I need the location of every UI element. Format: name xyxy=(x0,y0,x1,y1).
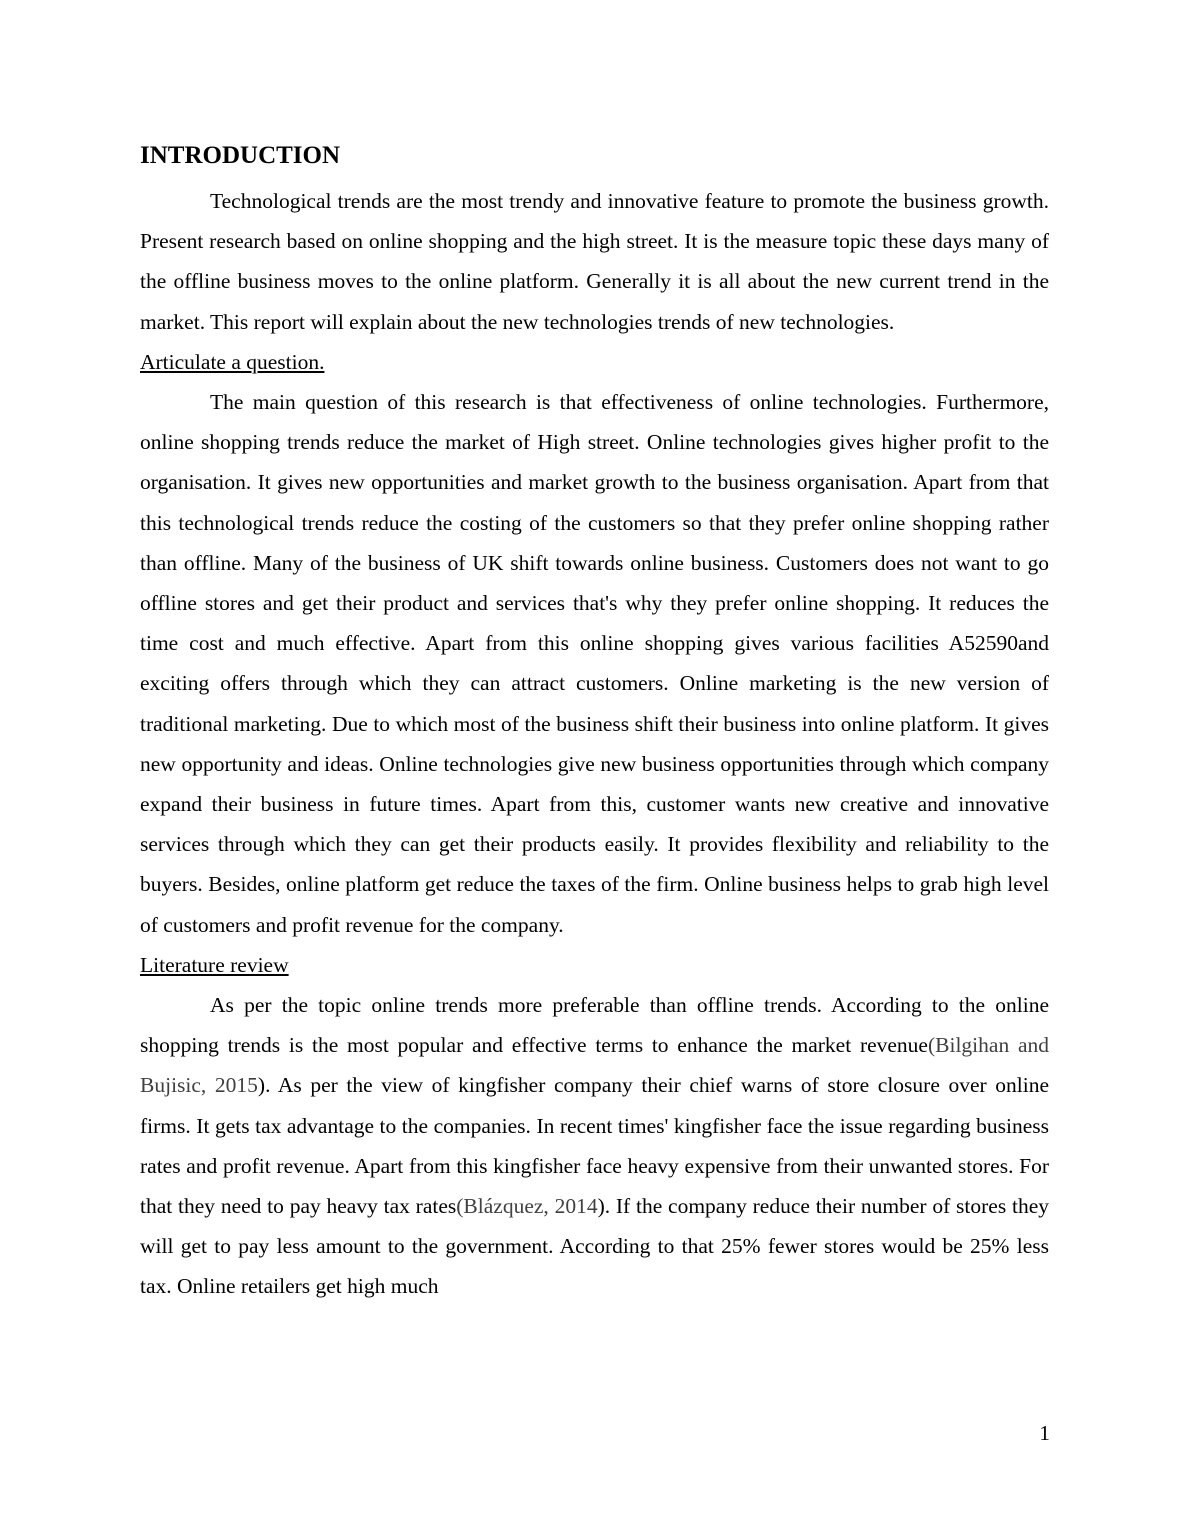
research-question-paragraph: The main question of this research is that effectiveness of online technologies. Furthermore, online shopping trends reduce the market of High street. Online technologies gives higher profit to the organisation. It gives new opportunities and market growth to the business organisation. Apart from that this technological trends reduce the costing of the customers so that they prefer online shopping rather than offline. Many of the business of UK shift towards online business. Customers does not want to go offline stores and get their product and services that's why they prefer online shopping. It reduces the time cost and much effective. Apart from this online shopping gives various facilities A52590and exciting offers through which they can attract customers. Online marketing is the new version of traditional marketing. Due to which most of the business shift their business into online platform. It gives new opportunity and ideas. Online technologies give new business opportunities through which company expand their business in future times. Apart from this, customer wants new creative and innovative services through which they can get their products easily. It provides flexibility and reliability to the buyers. Besides, online platform get reduce the taxes of the firm. Online business helps to grab high level of customers and profit revenue for the company. xyxy=(140,390,1049,937)
lit-text-3: ). If the company reduce their number of stores they will get to pay less amount to the government. According to that 25% fewer stores would be 25% less tax. Online retailers get high much xyxy=(140,1194,1049,1299)
intro-paragraph: Technological trends are the most trendy and innovative feature to promote the business growth. Present research based on online shopping and the high street. It is the measure topic these days many of the offline business moves to the online platform. Generally it is all about the new current trend in the market. This report will explain about the new technologies trends of new technologies. xyxy=(140,189,1049,334)
page-body xyxy=(140,137,1049,1307)
literature-review-paragraph xyxy=(140,985,1049,1307)
articulate-question-heading-text: Articulate a question. xyxy=(140,349,325,374)
lit-text-2: ). As per the view of kingfisher company their chief warns of store closure over online firms. It gets tax advantage to the companies. In recent times' kingfisher face the issue regarding business rates and profit revenue. Apart from this kingfisher face heavy expensive from their unwanted stores. For that they need to pay heavy tax rates xyxy=(140,1073,1050,1219)
literature-review-heading xyxy=(140,945,1049,985)
citation-bilgihan: (Bilgihan and Bujisic, 2015 xyxy=(140,1033,1049,1098)
literature-review-heading-text: Literature review xyxy=(140,952,289,977)
page-number: 1 xyxy=(1039,1421,1050,1445)
citation-blazquez: (Blázquez, 2014 xyxy=(456,1194,598,1219)
articulate-question-heading xyxy=(140,342,1049,382)
lit-text-1: As per the topic online trends more preferable than offline trends. According to the online shopping trends is the most popular and effective terms to enhance the market revenue xyxy=(140,993,1049,1058)
introduction-heading: INTRODUCTION xyxy=(140,142,341,169)
